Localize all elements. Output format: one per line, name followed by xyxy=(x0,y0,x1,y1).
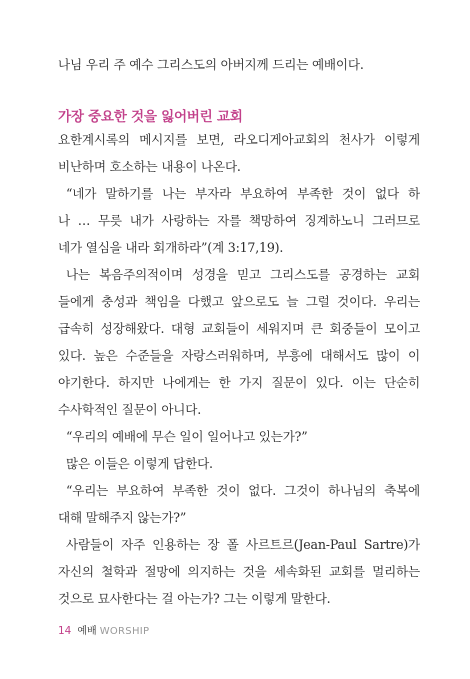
quote-line: 네가 열심을 내라 회개하라”(계 3:17,19). xyxy=(58,240,284,255)
quote-line: “우리의 예배에 무슨 일이 일어나고 있는가?” xyxy=(66,429,308,444)
page-number: 14 xyxy=(58,625,72,637)
book-title-korean: 예배 xyxy=(77,626,97,637)
paragraph-line: 비난하며 호소하는 내용이 나온다. xyxy=(58,159,241,174)
paragraph-line: 수사학적인 질문이 아니다. xyxy=(58,402,202,417)
paragraph-line: 많은 이들은 이렇게 답한다. xyxy=(66,456,213,471)
paragraph-line: 사람들이 자주 인용하는 장 폴 사르트르(Jean-Paul Sartre)가 xyxy=(66,537,420,552)
quote-line: 대해 말해주지 않는가?” xyxy=(58,510,187,525)
paragraph-line: 자신의 철학과 절망에 의지하는 것을 세속화된 교회를 멀리하는 xyxy=(58,564,420,579)
paragraph-line: 나는 복음주의적이며 성경을 믿고 그리스도를 공경하는 교회 xyxy=(66,267,420,282)
paragraph-line: 들에게 충성과 책임을 다했고 앞으로도 늘 그럴 것이다. 우리는 xyxy=(58,294,420,309)
paragraph-line: 요한계시록의 메시지를 보면, 라오디게아교회의 천사가 이렇게 xyxy=(58,132,420,147)
paragraph-line: 급속히 성장해왔다. 대형 교회들이 세워지며 큰 회중들이 모이고 xyxy=(58,321,420,336)
page-footer xyxy=(58,622,149,637)
paragraph-line: 나님 우리 주 예수 그리스도의 아버지께 드리는 예배이다. xyxy=(58,57,364,72)
paragraph-line: 있다. 높은 수준들을 자랑스러워하며, 부흥에 대해서도 많이 이 xyxy=(58,348,420,363)
paragraph-line: 것으로 묘사한다는 걸 아는가? 그는 이렇게 말한다. xyxy=(58,591,331,606)
section-heading: 가장 중요한 것을 잃어버린 교회 xyxy=(58,109,243,125)
paragraph-line: 야기한다. 하지만 나에게는 한 가지 질문이 있다. 이는 단순히 xyxy=(58,375,420,390)
quote-line: “우리는 부요하여 부족한 것이 없다. 그것이 하나님의 축복에 xyxy=(66,483,420,498)
book-title-english: WORSHIP xyxy=(99,626,150,637)
quote-line: 나 … 무릇 내가 사랑하는 자를 책망하여 징계하노니 그러므로 xyxy=(58,213,420,228)
quote-line: “네가 말하기를 나는 부자라 부요하여 부족한 것이 없다 하 xyxy=(66,186,420,201)
